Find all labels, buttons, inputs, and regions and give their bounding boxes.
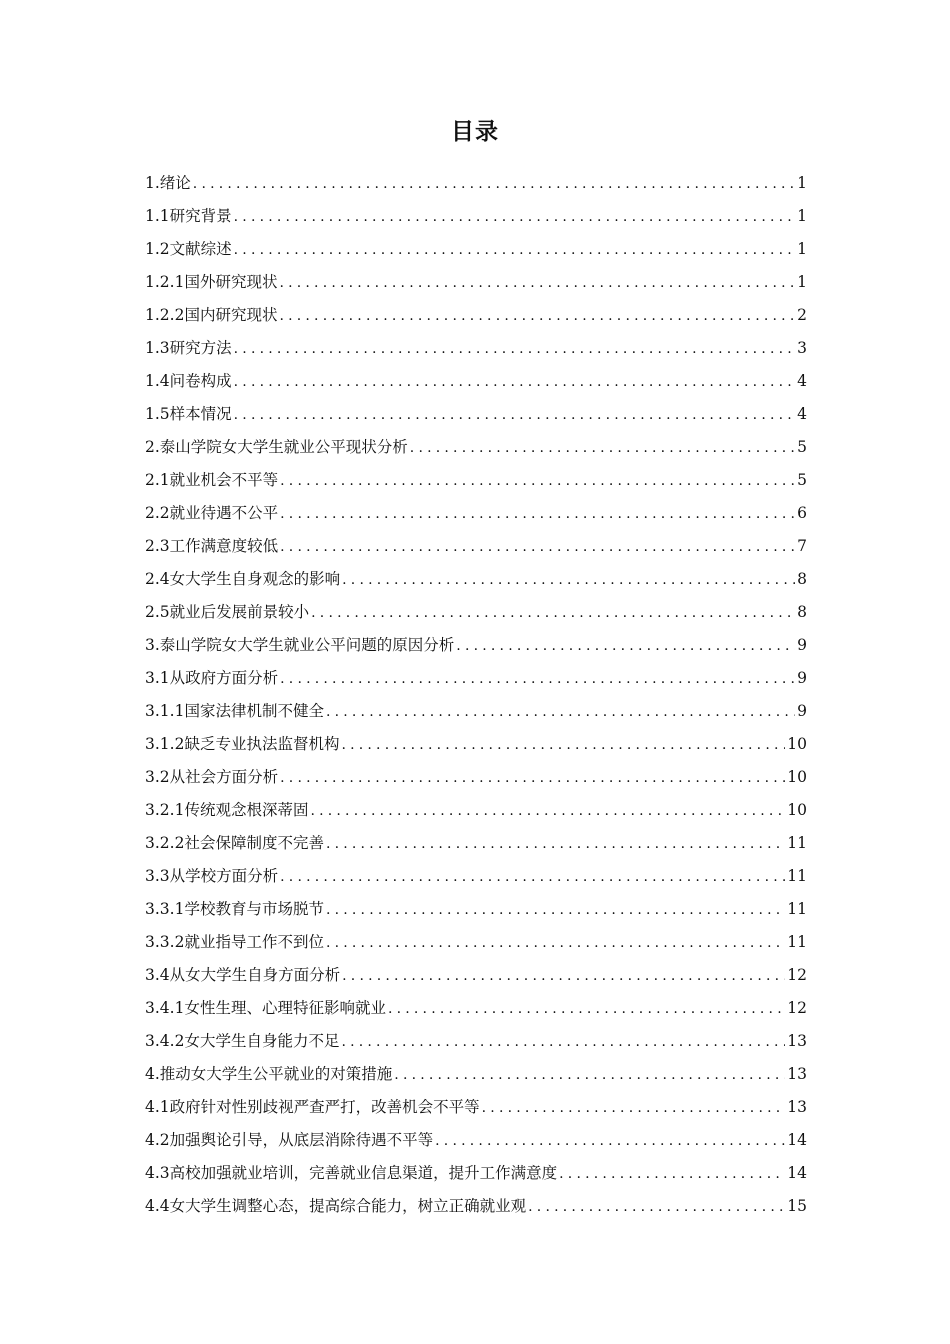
toc-entry[interactable] [145, 1194, 807, 1227]
toc-dot-leader [341, 737, 785, 753]
toc-entry-label: 1.绪论 [145, 174, 191, 192]
toc-dot-leader [280, 770, 785, 786]
toc-entry-label: 3.2从社会方面分析 [145, 768, 279, 786]
toc-entry-page-number: 12 [787, 999, 807, 1017]
toc-entry-label: 4.3高校加强就业培训，完善就业信息渠道，提升工作满意度 [145, 1164, 558, 1182]
toc-entry-label: 4.1政府针对性别歧视严查严打，改善机会不平等 [145, 1098, 480, 1116]
toc-entry-page-number: 11 [787, 933, 807, 951]
toc-entry-page-number: 5 [797, 471, 807, 489]
toc-dot-leader [326, 902, 785, 918]
toc-entry-label: 2.1就业机会不平等 [145, 471, 279, 489]
toc-entry[interactable] [145, 996, 807, 1029]
toc-dot-leader [326, 935, 785, 951]
toc-entry-page-number: 10 [787, 801, 807, 819]
toc-dot-leader [410, 440, 795, 456]
toc-entry-page-number: 11 [787, 900, 807, 918]
toc-entry[interactable] [145, 732, 807, 765]
toc-dot-leader [326, 836, 785, 852]
toc-entry-page-number: 11 [787, 834, 807, 852]
toc-dot-leader [342, 572, 795, 588]
toc-entry[interactable] [145, 369, 807, 402]
toc-entry-label: 4.推动女大学生公平就业的对策措施 [145, 1065, 393, 1083]
toc-dot-leader [234, 374, 795, 390]
toc-dot-leader [394, 1067, 785, 1083]
toc-dot-leader [388, 1001, 785, 1017]
toc-entry[interactable] [145, 468, 807, 501]
toc-entry-label: 1.2文献综述 [145, 240, 232, 258]
toc-entry[interactable] [145, 1029, 807, 1062]
toc-entry-label: 3.1.2缺乏专业执法监督机构 [145, 735, 340, 753]
toc-entry-label: 1.2.2国内研究现状 [145, 306, 278, 324]
toc-entry[interactable] [145, 699, 807, 732]
toc-entry-page-number: 10 [787, 735, 807, 753]
toc-dot-leader [435, 1133, 785, 1149]
toc-dot-leader [280, 506, 795, 522]
toc-dot-leader [528, 1199, 785, 1215]
toc-dot-leader [280, 539, 795, 555]
toc-dot-leader [326, 704, 795, 720]
toc-entry-label: 2.2就业待遇不公平 [145, 504, 279, 522]
toc-dot-leader [341, 1034, 785, 1050]
toc-title: 目录 [451, 119, 499, 145]
toc-entry-label: 3.2.1传统观念根深蒂固 [145, 801, 309, 819]
toc-entry-page-number: 15 [787, 1197, 807, 1215]
toc-entry-label: 2.泰山学院女大学生就业公平现状分析 [145, 438, 408, 456]
toc-entry-page-number: 11 [787, 867, 807, 885]
toc-entry-label: 1.5样本情况 [145, 405, 232, 423]
toc-entry[interactable] [145, 1128, 807, 1161]
toc-entry[interactable] [145, 204, 807, 237]
toc-dot-leader [342, 968, 785, 984]
toc-dot-leader [456, 638, 795, 654]
toc-entry[interactable] [145, 765, 807, 798]
toc-entry-page-number: 5 [797, 438, 807, 456]
toc-entry-label: 3.3.2就业指导工作不到位 [145, 933, 324, 951]
table-of-contents [145, 171, 807, 1227]
toc-entry[interactable] [145, 633, 807, 666]
toc-entry-page-number: 9 [797, 636, 807, 654]
toc-dot-leader [234, 407, 795, 423]
toc-entry-label: 3.4.1女性生理、心理特征影响就业 [145, 999, 386, 1017]
toc-entry-page-number: 13 [787, 1032, 807, 1050]
toc-entry-page-number: 3 [797, 339, 807, 357]
toc-entry-label: 1.3研究方法 [145, 339, 232, 357]
toc-entry-label: 3.泰山学院女大学生就业公平问题的原因分析 [145, 636, 455, 654]
toc-dot-leader [280, 473, 795, 489]
toc-dot-leader [234, 242, 795, 258]
toc-dot-leader [193, 176, 795, 192]
toc-entry-page-number: 14 [787, 1131, 807, 1149]
toc-entry-page-number: 13 [787, 1065, 807, 1083]
toc-dot-leader [279, 275, 795, 291]
toc-dot-leader [234, 209, 795, 225]
toc-entry[interactable] [145, 501, 807, 534]
toc-entry[interactable] [145, 1062, 807, 1095]
toc-entry-page-number: 9 [797, 702, 807, 720]
toc-entry[interactable] [145, 336, 807, 369]
toc-entry[interactable] [145, 567, 807, 600]
toc-entry-label: 1.1研究背景 [145, 207, 232, 225]
toc-entry[interactable] [145, 435, 807, 468]
toc-entry-page-number: 8 [797, 603, 807, 621]
toc-entry[interactable] [145, 930, 807, 963]
toc-entry-page-number: 8 [797, 570, 807, 588]
toc-entry-label: 3.2.2社会保障制度不完善 [145, 834, 324, 852]
toc-entry-page-number: 14 [787, 1164, 807, 1182]
toc-entry[interactable] [145, 666, 807, 699]
toc-entry-label: 3.4.2女大学生自身能力不足 [145, 1032, 340, 1050]
toc-dot-leader [279, 308, 795, 324]
toc-entry-label: 3.4从女大学生自身方面分析 [145, 966, 341, 984]
toc-entry-label: 4.2加强舆论引导，从底层消除待遇不平等 [145, 1131, 434, 1149]
toc-entry-label: 1.2.1国外研究现状 [145, 273, 278, 291]
toc-entry[interactable] [145, 534, 807, 567]
toc-entry[interactable] [145, 1161, 807, 1194]
toc-entry[interactable] [145, 831, 807, 864]
toc-entry-label: 2.3工作满意度较低 [145, 537, 279, 555]
toc-entry-page-number: 13 [787, 1098, 807, 1116]
toc-entry-page-number: 9 [797, 669, 807, 687]
toc-entry-label: 3.3从学校方面分析 [145, 867, 279, 885]
toc-entry-label: 2.4女大学生自身观念的影响 [145, 570, 341, 588]
toc-entry-page-number: 4 [797, 372, 807, 390]
toc-entry-page-number: 1 [797, 207, 807, 225]
toc-entry-label: 3.1从政府方面分析 [145, 669, 279, 687]
toc-dot-leader [280, 671, 795, 687]
toc-entry-page-number: 2 [797, 306, 807, 324]
toc-entry-page-number: 7 [797, 537, 807, 555]
toc-entry-page-number: 10 [787, 768, 807, 786]
toc-entry-label: 1.4问卷构成 [145, 372, 232, 390]
toc-entry[interactable] [145, 402, 807, 435]
toc-entry[interactable] [145, 864, 807, 897]
toc-entry[interactable] [145, 600, 807, 633]
toc-dot-leader [234, 341, 795, 357]
toc-entry[interactable] [145, 798, 807, 831]
toc-entry-page-number: 1 [797, 273, 807, 291]
toc-entry[interactable] [145, 303, 807, 336]
toc-dot-leader [482, 1100, 786, 1116]
toc-entry[interactable] [145, 171, 807, 204]
toc-dot-leader [280, 869, 785, 885]
toc-entry-label: 3.3.1学校教育与市场脱节 [145, 900, 324, 918]
toc-entry-page-number: 1 [797, 174, 807, 192]
toc-entry-page-number: 6 [797, 504, 807, 522]
toc-entry-page-number: 12 [787, 966, 807, 984]
toc-dot-leader [310, 803, 785, 819]
toc-entry[interactable] [145, 237, 807, 270]
toc-dot-leader [311, 605, 795, 621]
toc-entry-label: 2.5就业后发展前景较小 [145, 603, 310, 621]
toc-entry-page-number: 4 [797, 405, 807, 423]
toc-entry[interactable] [145, 963, 807, 996]
toc-entry-label: 4.4女大学生调整心态，提高综合能力，树立正确就业观 [145, 1197, 527, 1215]
toc-entry[interactable] [145, 1095, 807, 1128]
toc-entry-label: 3.1.1国家法律机制不健全 [145, 702, 324, 720]
toc-entry-page-number: 1 [797, 240, 807, 258]
toc-entry[interactable] [145, 897, 807, 930]
toc-dot-leader [559, 1166, 785, 1182]
toc-entry[interactable] [145, 270, 807, 303]
